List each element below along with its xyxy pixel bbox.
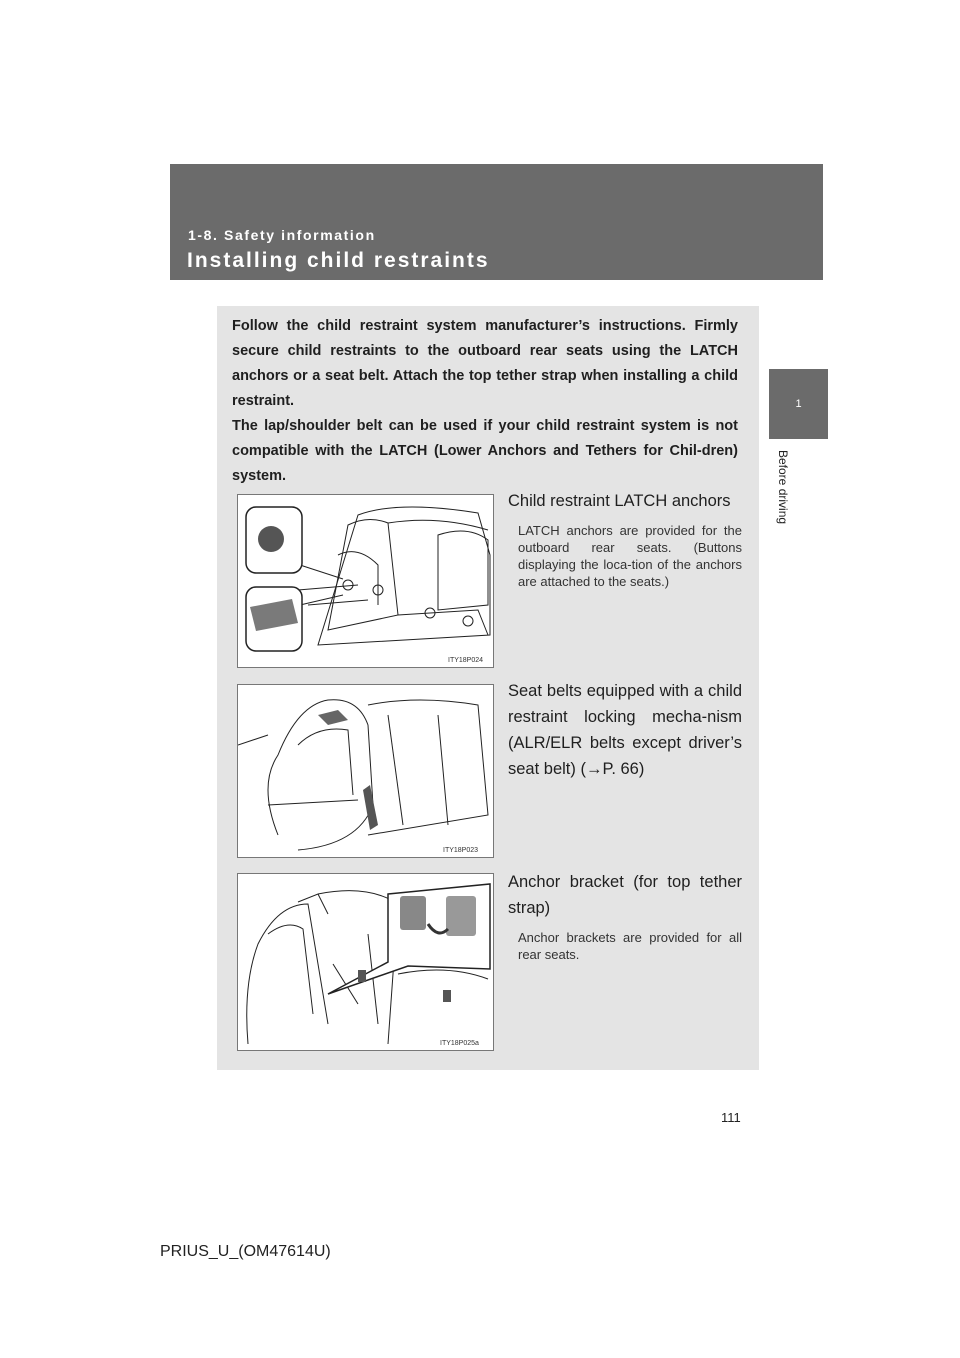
caption-title: Anchor bracket (for top tether strap): [508, 873, 742, 917]
seat-belt-caption: [508, 678, 742, 782]
caption-title: Seat belts equipped with a child restraint locking mecha-nism (ALR/ELR belts except driver’s seat belt) (→P. 66): [508, 682, 742, 778]
latch-anchors-illustration: [237, 494, 494, 668]
footer-code: PRIUS_U_(OM47614U): [160, 1243, 331, 1260]
intro-paragraph-2: The lap/shoulder belt can be used if your child restraint system is not compatible with the LATCH (Lower Anchors and Tethers for Chil-dren) system.: [232, 418, 738, 484]
figure-code: ITY18P025a: [440, 1040, 479, 1047]
caption-body: LATCH anchors are provided for the outboard rear seats. (Buttons displaying the loca-tion of the anchors are attached to the seats.): [518, 523, 742, 589]
chapter-tab[interactable]: [769, 369, 828, 439]
anchor-bracket-illustration: [237, 873, 494, 1051]
section-label: 1-8. Safety information: [188, 227, 376, 243]
caption-title: Child restraint LATCH anchors: [508, 492, 731, 510]
seat-belt-drawing: [238, 685, 493, 857]
page-title: Installing child restraints: [187, 249, 490, 272]
chapter-label: Before driving: [776, 450, 790, 525]
figure-code: ITY18P024: [448, 657, 484, 664]
figure-code: ITY18P023: [443, 847, 479, 854]
latch-anchors-drawing: [238, 495, 493, 667]
seat-belt-illustration: [237, 684, 494, 858]
chapter-header: [170, 164, 823, 280]
latch-anchors-caption: [508, 488, 742, 590]
page-number: 111: [721, 1110, 741, 1125]
caption-body: Anchor brackets are provided for all rear seats.: [518, 930, 742, 962]
intro-paragraph-1: Follow the child restraint system manufacturer’s instructions. Firmly secure child restraints to the outboard rear seats using the LATCH anchors or a seat belt. Attach the top tether strap when installing a child restraint.: [232, 318, 738, 409]
anchor-bracket-caption: [508, 869, 742, 963]
anchor-bracket-drawing: [238, 874, 493, 1050]
content-box: [217, 306, 759, 1070]
chapter-number: 1: [795, 398, 802, 410]
intro-text: [232, 314, 738, 489]
